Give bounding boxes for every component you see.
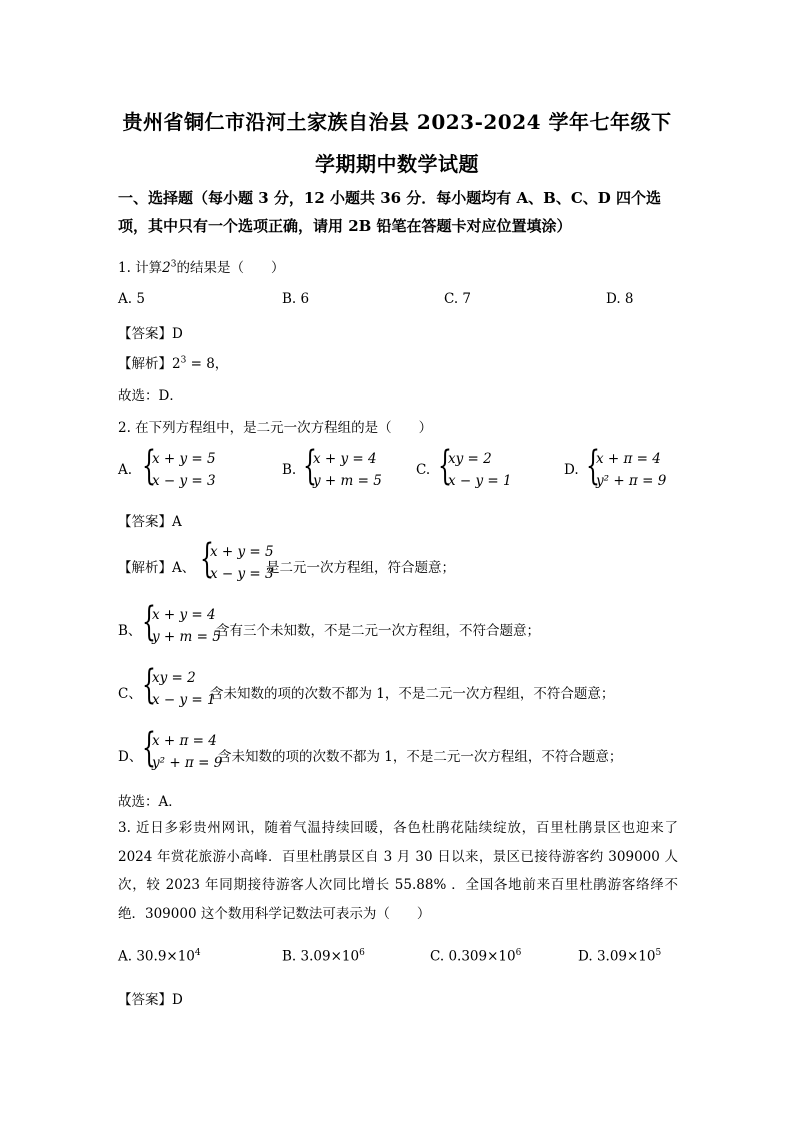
q3-option-b (282, 948, 365, 965)
q1-stem-suffix: 的结果是（ ） (176, 260, 285, 276)
q1-analysis-label: 【解析】 (118, 356, 172, 372)
q2-analysis-c-eq1: xy = 2 (152, 670, 196, 686)
q3-stem: 3. 近日多彩贵州网讯，随着气温持续回暖，各色杜鹃花陆续绽放，百里杜鹃景区也迎来了 2024 年赏花旅游小高峰．百里杜鹃景区自 3 月 30 日以来，景区已接待游客约 309000 人次，较 2023 年同期接待游客人次同比增长 55.88% ．全国各地前来百里杜鹃游客络绎不绝．309000 这个数用科学记数法可表示为（ ） (118, 820, 678, 922)
q1-stem-prefix: 1. 计算 (118, 260, 163, 276)
q3-option-c-exponent: 6 (515, 948, 522, 958)
q2-d-eq2: y² + π = 9 (596, 473, 667, 489)
q2-analysis-a-eq2: x − y = 3 (210, 566, 274, 582)
q3-option-c (430, 948, 521, 965)
q2-analysis-c-eq2: x − y = 1 (152, 692, 216, 708)
q2-b-eq1: x + y = 4 (313, 451, 377, 467)
q1-analysis-base: 2 (172, 356, 181, 372)
section-heading-line-1: 一、选择题（每小题 3 分，12 小题共 36 分．每小题均有 A、B、C、D 四个选 (118, 189, 662, 207)
q2-analysis-b-eq2: y + m = 5 (152, 629, 221, 645)
q1-option-c: C. 7 (444, 291, 472, 307)
brace-icon: { (142, 725, 156, 771)
brace-icon: { (200, 536, 214, 582)
q3-option-d (578, 948, 661, 965)
q2-analysis-a-text: 是二元一次方程组，符合题意； (266, 560, 455, 576)
q2-b-eq2: y + m = 5 (313, 473, 382, 489)
q3-option-d-mantissa: 3.09×10 (596, 948, 656, 965)
q2-analysis-a-eq1: x + y = 5 (210, 544, 274, 560)
brace-icon: { (142, 443, 156, 489)
q2-answer: 【答案】A (118, 514, 182, 530)
q2-analysis-d-eq1: x + π = 4 (152, 733, 217, 749)
q2-option-c-label: C. (416, 462, 431, 478)
q2-c-eq1: xy = 2 (448, 451, 492, 467)
q2-option-a-label: A. (118, 462, 133, 478)
q3-option-c-mantissa: 0.309×10 (448, 948, 516, 965)
q3-option-a-mantissa: 30.9×10 (136, 948, 195, 965)
q3-option-b-label: B. (282, 948, 301, 965)
q1-option-b: B. 6 (282, 291, 310, 307)
q1-conclusion: 故选：D． (118, 388, 183, 404)
q3-option-c-label: C. (430, 948, 449, 965)
q2-a-eq1: x + y = 5 (152, 451, 216, 467)
section-heading-line-2: 项，其中只有一个选项正确，请用 2B 铅笔在答题卡对应位置填涂） (118, 217, 572, 235)
q3-option-d-exponent: 5 (655, 948, 662, 958)
title-line-2: 学期期中数学试题 (315, 152, 479, 176)
q2-d-eq1: x + π = 4 (596, 451, 661, 467)
q3-answer: 【答案】D (118, 992, 183, 1008)
q2-option-d-label: D. (564, 462, 579, 478)
title-line-1: 贵州省铜仁市沿河土家族自治县 2023-2024 学年七年级下 (122, 110, 672, 134)
q2-analysis-b-eq1: x + y = 4 (152, 607, 216, 623)
q2-analysis-b-text: 含有三个未知数，不是二元一次方程组，不符合题意； (216, 623, 540, 639)
q2-analysis-d-text: 含未知数的项的次数不都为 1，不是二元一次方程组，不符合题意； (218, 749, 623, 765)
brace-icon: { (438, 443, 452, 489)
brace-icon: { (586, 443, 600, 489)
q3-option-b-exponent: 6 (359, 948, 365, 958)
q3-option-a (118, 948, 201, 965)
q2-analysis-d-eq2: y² + π = 9 (152, 755, 223, 771)
q1-analysis (118, 352, 228, 372)
q2-analysis-b-prefix: B、 (118, 623, 142, 639)
q2-analysis-a-prefix: 【解析】A、 (118, 560, 196, 576)
q1-exponent: 3 (170, 259, 177, 270)
q3-option-a-exponent: 4 (194, 948, 201, 958)
section-heading (118, 184, 678, 240)
q2-c-eq2: x − y = 1 (448, 473, 512, 489)
q2-stem: 2. 在下列方程组中，是二元一次方程组的是（ ） (118, 420, 433, 436)
q2-analysis-c-prefix: C、 (118, 686, 142, 702)
q1-answer: 【答案】D (118, 326, 183, 342)
q3-option-b-mantissa: 3.09×10 (300, 948, 360, 965)
q2-conclusion: 故选：A． (118, 794, 182, 810)
q2-analysis-c-text: 含未知数的项的次数不都为 1，不是二元一次方程组，不符合题意； (210, 686, 615, 702)
q1-option-d: D. 8 (606, 291, 634, 307)
q2-analysis-d-prefix: D、 (118, 749, 143, 765)
brace-icon: { (303, 443, 317, 489)
q2-option-b-label: B. (282, 462, 297, 478)
q1-option-a: A. 5 (118, 291, 145, 307)
q2-a-eq2: x − y = 3 (152, 473, 216, 489)
q1-stem (118, 256, 285, 276)
brace-icon: { (142, 599, 156, 645)
q1-analysis-exponent: 3 (180, 355, 187, 366)
q3-option-a-label: A. (118, 948, 137, 965)
q1-base: 2 (162, 260, 171, 276)
q1-analysis-rest: = 8， (186, 356, 229, 372)
brace-icon: { (142, 662, 156, 708)
q3-option-d-label: D. (578, 948, 597, 965)
